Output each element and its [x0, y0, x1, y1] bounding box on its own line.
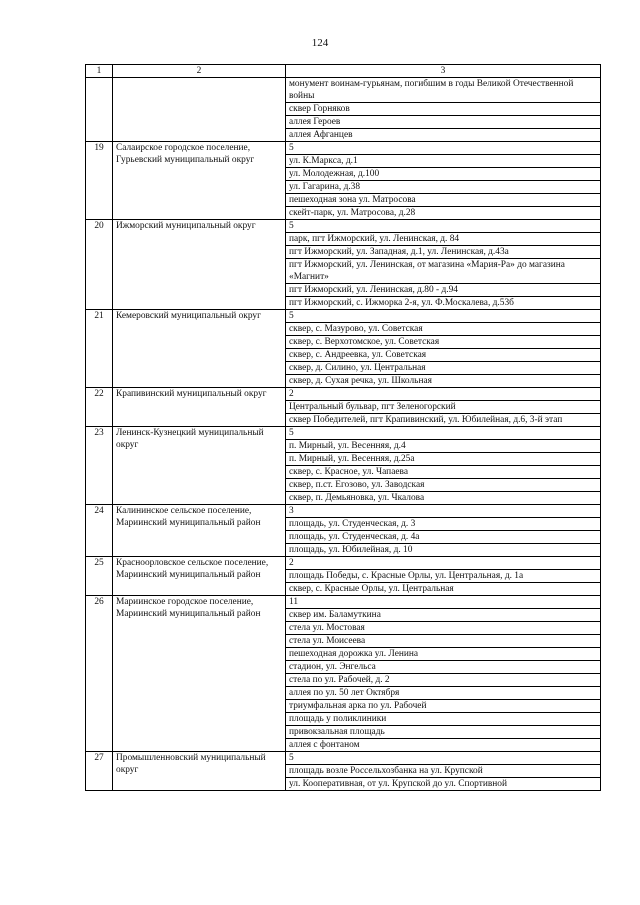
object-item: Центральный бульвар, пгт Зеленогорский	[286, 401, 601, 414]
object-item: сквер, с. Андреевка, ул. Советская	[286, 349, 601, 362]
table-row	[86, 220, 601, 233]
object-item: сквер, с. Верхотомское, ул. Советская	[286, 336, 601, 349]
header-cell-2: 2	[113, 65, 286, 78]
object-item: аллея с фонтаном	[286, 739, 601, 752]
municipality-name: Промышленновский муниципальный округ	[113, 752, 286, 791]
object-item: площадь, ул. Студенческая, д. 3	[286, 518, 601, 531]
object-item: площадь у поликлиники	[286, 713, 601, 726]
object-item: монумент воинам-гурьянам, погибшим в годы Великой Отечественной войны	[286, 78, 601, 103]
object-item: аллея Афганцев	[286, 129, 601, 142]
object-item: площадь Победы, с. Красные Орлы, ул. Центральная, д. 1а	[286, 570, 601, 583]
object-item: пгт Ижморский, ул. Ленинская, д.80 - д.94	[286, 284, 601, 297]
table-header-row	[86, 65, 601, 78]
object-item: площадь, ул. Юбилейная, д. 10	[286, 544, 601, 557]
object-item: сквер, п.ст. Егозово, ул. Заводская	[286, 479, 601, 492]
row-number: 23	[86, 427, 113, 505]
row-number: 19	[86, 142, 113, 220]
object-item: пгт Ижморский, ул. Западная, д.1, ул. Ленинская, д.43а	[286, 246, 601, 259]
object-item: сквер, с. Красные Орлы, ул. Центральная	[286, 583, 601, 596]
row-number: 27	[86, 752, 113, 791]
object-item: п. Мирный, ул. Весенняя, д.25а	[286, 453, 601, 466]
object-item: сквер Горняков	[286, 103, 601, 116]
municipality-name: Ленинск-Кузнецкий муниципальный округ	[113, 427, 286, 505]
municipality-name: Калининское сельское поселение, Мариинский муниципальный район	[113, 505, 286, 557]
row-number: 26	[86, 596, 113, 752]
table-row	[86, 310, 601, 323]
object-item: сквер, с. Красное, ул. Чапаева	[286, 466, 601, 479]
row-number: 22	[86, 388, 113, 427]
object-count: 11	[286, 596, 601, 609]
header-cell-1: 1	[86, 65, 113, 78]
table-row	[86, 752, 601, 765]
table-row	[86, 78, 601, 103]
object-item: стела ул. Мостовая	[286, 622, 601, 635]
object-item: сквер Победителей, пгт Крапивинский, ул. Юбилейная, д.6, 3-й этап	[286, 414, 601, 427]
table-row	[86, 142, 601, 155]
table-body	[86, 65, 601, 791]
object-count: 2	[286, 388, 601, 401]
object-item: пешеходная дорожка ул. Ленина	[286, 648, 601, 661]
municipality-name	[113, 78, 286, 142]
object-count: 2	[286, 557, 601, 570]
object-item: сквер, д. Силино, ул. Центральная	[286, 362, 601, 375]
municipality-name: Кемеровский муниципальный округ	[113, 310, 286, 388]
object-item: ул. К.Маркса, д.1	[286, 155, 601, 168]
row-number: 21	[86, 310, 113, 388]
object-item: парк, пгт Ижморский, ул. Ленинская, д. 84	[286, 233, 601, 246]
object-item: стела по ул. Рабочей, д. 2	[286, 674, 601, 687]
object-count: 5	[286, 142, 601, 155]
object-item: аллея Героев	[286, 116, 601, 129]
object-item: сквер, п. Демьяновка, ул. Чкалова	[286, 492, 601, 505]
object-item: сквер, д. Сухая речка, ул. Школьная	[286, 375, 601, 388]
object-item: стадион, ул. Энгельса	[286, 661, 601, 674]
object-item: ул. Молодежная, д.100	[286, 168, 601, 181]
table-row	[86, 505, 601, 518]
object-count: 5	[286, 427, 601, 440]
municipality-name: Ижморский муниципальный округ	[113, 220, 286, 310]
object-item: площадь, ул. Студенческая, д. 4а	[286, 531, 601, 544]
municipality-name: Мариинское городское поселение, Мариинский муниципальный район	[113, 596, 286, 752]
municipality-name: Крапивинский муниципальный округ	[113, 388, 286, 427]
municipality-table	[85, 64, 601, 791]
object-item: ул. Гагарина, д.38	[286, 181, 601, 194]
object-item: пгт Ижморский, ул. Ленинская, от магазина «Мария-Ра» до магазина «Магнит»	[286, 259, 601, 284]
table-row	[86, 388, 601, 401]
object-count: 5	[286, 752, 601, 765]
object-count: 5	[286, 220, 601, 233]
table-row	[86, 596, 601, 609]
object-item: сквер, с. Мазурово, ул. Советская	[286, 323, 601, 336]
object-item: пгт Ижморский, с. Ижморка 2-я, ул. Ф.Москалева, д.53б	[286, 297, 601, 310]
table-row	[86, 557, 601, 570]
object-item: сквер им. Баламуткина	[286, 609, 601, 622]
object-item: пешеходная зона ул. Матросова	[286, 194, 601, 207]
row-number: 25	[86, 557, 113, 596]
object-item: аллея по ул. 50 лет Октября	[286, 687, 601, 700]
row-number: 24	[86, 505, 113, 557]
municipality-name: Салаирское городское поселение, Гурьевский муниципальный округ	[113, 142, 286, 220]
municipality-name: Красноорловское сельское поселение, Мариинский муниципальный район	[113, 557, 286, 596]
table-row	[86, 427, 601, 440]
object-count: 5	[286, 310, 601, 323]
page-number: 124	[311, 37, 329, 49]
object-item: площадь возле Россельхозбанка на ул. Крупской	[286, 765, 601, 778]
object-item: скейт-парк, ул. Матросова, д.28	[286, 207, 601, 220]
object-item: привокзальная площадь	[286, 726, 601, 739]
object-count: 3	[286, 505, 601, 518]
header-cell-3: 3	[286, 65, 601, 78]
row-number: 20	[86, 220, 113, 310]
object-item: ул. Кооперативная, от ул. Крупской до ул. Спортивной	[286, 778, 601, 791]
object-item: триумфальная арка по ул. Рабочей	[286, 700, 601, 713]
row-number	[86, 78, 113, 142]
object-item: п. Мирный, ул. Весенняя, д.4	[286, 440, 601, 453]
object-item: стела ул. Моисеева	[286, 635, 601, 648]
